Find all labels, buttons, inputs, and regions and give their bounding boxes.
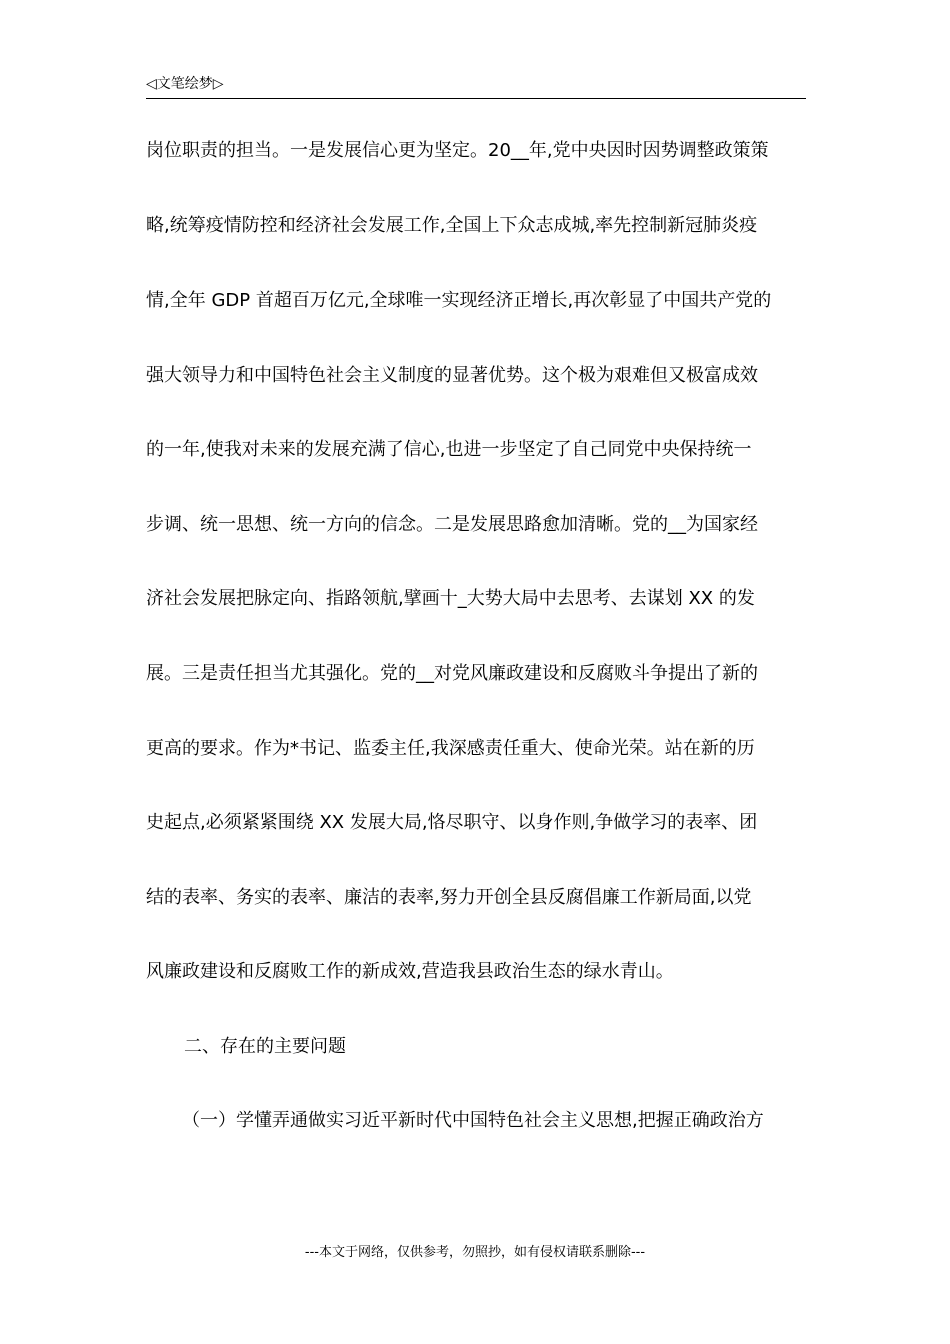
body-line-5: 的一年,使我对未来的发展充满了信心,也进一步坚定了自己同党中央保持统一	[146, 439, 752, 460]
body-line-11: 结的表率、务实的表率、廉洁的表率,努力开创全县反腐倡廉工作新局面,以党	[146, 887, 752, 908]
header-title: ◁文笔绘梦▷	[146, 76, 224, 92]
page-header	[146, 72, 806, 99]
body-line-12: 风廉政建设和反腐败工作的新成效,营造我县政治生态的绿水青山。	[146, 961, 674, 982]
body-line-4: 强大领导力和中国特色社会主义制度的显著优势。这个极为艰难但又极富成效	[146, 365, 758, 386]
page-footer: ---本文于网络，仅供参考，勿照抄，如有侵权请联系删除---	[304, 1245, 646, 1260]
body-line-2: 略,统筹疫情防控和经济社会发展工作,全国上下众志成城,率先控制新冠肺炎疫	[146, 215, 758, 236]
body-line-10: 史起点,必须紧紧围绕 XX 发展大局,恪尽职守、以身作则,争做学习的表率、团	[146, 812, 758, 833]
body-line-7: 济社会发展把脉定向、指路领航,擘画十_大势大局中去思考、去谋划 XX 的发	[146, 588, 755, 609]
body-line-3: 情,全年 GDP 首超百万亿元,全球唯一实现经济正增长,再次彰显了中国共产党的	[146, 290, 772, 311]
subsection-line: （一）学懂弄通做实习近平新时代中国特色社会主义思想,把握正确政治方	[182, 1110, 764, 1131]
section-heading: 二、存在的主要问题	[184, 1036, 346, 1057]
body-line-6: 步调、统一思想、统一方向的信念。二是发展思路愈加清晰。党的__为国家经	[146, 514, 758, 535]
body-line-9: 更高的要求。作为*书记、监委主任,我深感责任重大、使命光荣。站在新的历	[146, 738, 755, 759]
body-line-8: 展。三是责任担当尤其强化。党的__对党风廉政建设和反腐败斗争提出了新的	[146, 663, 758, 684]
body-line-1: 岗位职责的担当。一是发展信心更为坚定。20__年,党中央因时因势调整政策策	[146, 140, 769, 161]
